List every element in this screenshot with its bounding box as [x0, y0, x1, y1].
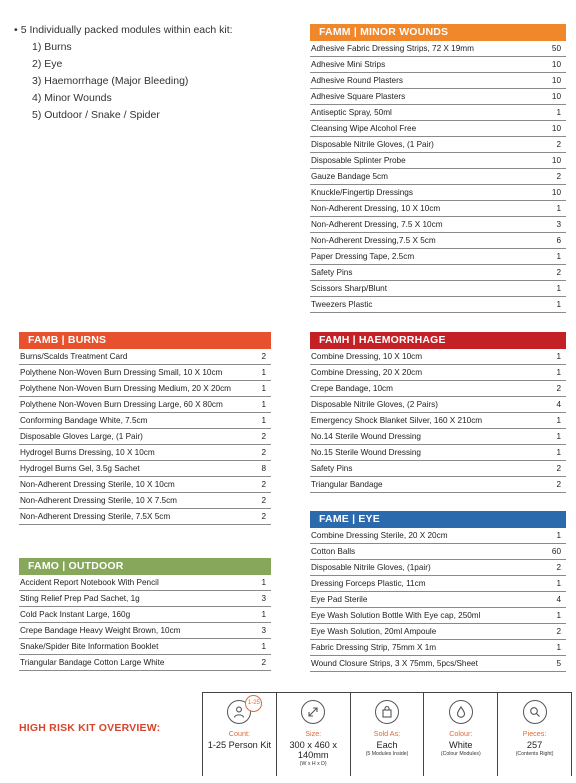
- item-name: Combine Dressing Sterile, 20 X 20cm: [311, 531, 448, 540]
- item-name: Triangular Bandage Cotton Large White: [20, 658, 165, 667]
- table-row: [310, 105, 566, 121]
- table-row: [19, 461, 271, 477]
- table-row: [310, 297, 566, 313]
- table-row: [310, 169, 566, 185]
- table-row: [310, 41, 566, 57]
- table-row: [19, 413, 271, 429]
- item-quantity: 10: [551, 60, 561, 69]
- table-row: [310, 413, 566, 429]
- item-quantity: 1: [261, 368, 266, 377]
- item-quantity: 8: [261, 464, 266, 473]
- drop-icon: [449, 700, 473, 724]
- table-row: [19, 493, 271, 509]
- overview-note: (W x H x D): [299, 761, 327, 767]
- item-name: Adhesive Square Plasters: [311, 92, 406, 101]
- item-quantity: 1: [261, 416, 266, 425]
- item-quantity: 10: [551, 124, 561, 133]
- item-name: Burns/Scalds Treatment Card: [20, 352, 128, 361]
- overview-colour: [423, 692, 497, 776]
- panel-header: FAMH | HAEMORRHAGE: [310, 332, 566, 349]
- item-name: Crepe Bandage Heavy Weight Brown, 10cm: [20, 626, 181, 635]
- haemorrhage-panel: [310, 332, 566, 493]
- item-name: Knuckle/Fingertip Dressings: [311, 188, 413, 197]
- overview-value: White: [449, 740, 473, 750]
- overview-label: Count:: [228, 729, 250, 738]
- overview-note: (5 Modules Inside): [365, 751, 409, 757]
- item-name: Paper Dressing Tape, 2.5cm: [311, 252, 415, 261]
- item-quantity: 2: [556, 627, 561, 636]
- panel-header: FAMO | OUTDOOR: [19, 558, 271, 575]
- table-row: [310, 528, 566, 544]
- item-quantity: 1: [261, 610, 266, 619]
- overview-value: 257: [526, 740, 543, 750]
- intro-section: [14, 22, 233, 124]
- table-row: [310, 349, 566, 365]
- table-row: [310, 608, 566, 624]
- item-name: No.14 Sterile Wound Dressing: [311, 432, 421, 441]
- item-name: Hydrogel Burns Gel, 3.5g Sachet: [20, 464, 140, 473]
- table-row: [19, 477, 271, 493]
- item-name: Safety Pins: [311, 268, 353, 277]
- item-name: Disposable Nitrile Gloves, (1pair): [311, 563, 431, 572]
- kit-overview: [202, 692, 572, 776]
- item-quantity: 10: [551, 92, 561, 101]
- item-quantity: 1: [261, 400, 266, 409]
- item-quantity: 2: [556, 464, 561, 473]
- item-name: Polythene Non-Woven Burn Dressing Large, 60 X 80cm: [20, 400, 223, 409]
- bag-icon: [375, 700, 399, 724]
- item-quantity: 2: [261, 512, 266, 521]
- item-quantity: 1: [556, 531, 561, 540]
- item-name: Non-Adherent Dressing Sterile, 7.5X 5cm: [20, 512, 171, 521]
- item-quantity: 1: [261, 642, 266, 651]
- table-row: [310, 477, 566, 493]
- item-quantity: 60: [551, 547, 561, 556]
- overview-note: (Contents Right): [515, 751, 554, 757]
- item-quantity: 2: [261, 448, 266, 457]
- module-list-item: 4) Minor Wounds: [32, 92, 112, 104]
- item-name: Polythene Non-Woven Burn Dressing Small, 10 X 10cm: [20, 368, 223, 377]
- overview-pieces: [497, 692, 572, 776]
- overview-label: Colour:: [449, 729, 473, 738]
- panel-rows: [310, 41, 566, 313]
- item-quantity: 1: [556, 108, 561, 117]
- table-row: [310, 201, 566, 217]
- item-name: Adhesive Fabric Dressing Strips, 72 X 19mm: [311, 44, 474, 53]
- table-row: [19, 639, 271, 655]
- module-list-item: 5) Outdoor / Snake / Spider: [32, 109, 160, 121]
- item-name: Eye Wash Solution Bottle With Eye cap, 250ml: [311, 611, 481, 620]
- item-name: Disposable Gloves Large, (1 Pair): [20, 432, 143, 441]
- item-quantity: 2: [556, 268, 561, 277]
- item-name: Cold Pack Instant Large, 160g: [20, 610, 131, 619]
- item-quantity: 6: [556, 236, 561, 245]
- item-quantity: 10: [551, 188, 561, 197]
- table-row: [19, 655, 271, 671]
- item-name: Antiseptic Spray, 50ml: [311, 108, 392, 117]
- panel-header: FAMM | MINOR WOUNDS: [310, 24, 566, 41]
- table-row: [310, 265, 566, 281]
- eye-panel: [310, 511, 566, 672]
- item-quantity: 2: [556, 384, 561, 393]
- item-name: Cleansing Wipe Alcohol Free: [311, 124, 417, 133]
- table-row: [310, 281, 566, 297]
- overview-size: [276, 692, 350, 776]
- table-row: [310, 461, 566, 477]
- table-row: [310, 57, 566, 73]
- table-row: [19, 397, 271, 413]
- module-list-item: 1) Burns: [32, 41, 72, 53]
- item-name: Non-Adherent Dressing Sterile, 10 X 7.5cm: [20, 496, 178, 505]
- module-list: [14, 39, 233, 124]
- item-quantity: 4: [556, 595, 561, 604]
- table-row: [310, 544, 566, 560]
- item-quantity: 1: [556, 252, 561, 261]
- table-row: [310, 73, 566, 89]
- panel-header: FAMB | BURNS: [19, 332, 271, 349]
- item-name: Dressing Forceps Plastic, 11cm: [311, 579, 426, 588]
- item-name: Disposable Splinter Probe: [311, 156, 406, 165]
- item-name: Scissors Sharp/Blunt: [311, 284, 387, 293]
- item-name: Conforming Bandage White, 7.5cm: [20, 416, 148, 425]
- table-row: [19, 607, 271, 623]
- table-row: [19, 349, 271, 365]
- item-quantity: 3: [556, 220, 561, 229]
- item-quantity: 1: [556, 579, 561, 588]
- item-quantity: 1: [556, 611, 561, 620]
- item-quantity: 2: [261, 658, 266, 667]
- table-row: [310, 576, 566, 592]
- item-quantity: 1: [556, 284, 561, 293]
- item-name: Crepe Bandage, 10cm: [311, 384, 393, 393]
- resize-arrow-icon: [301, 700, 325, 724]
- item-name: Safety Pins: [311, 464, 353, 473]
- item-quantity: 1: [556, 432, 561, 441]
- table-row: [19, 575, 271, 591]
- item-name: Polythene Non-Woven Burn Dressing Medium, 20 X 20cm: [20, 384, 232, 393]
- magnifier-icon: [523, 700, 547, 724]
- item-name: Fabric Dressing Strip, 75mm X 1m: [311, 643, 437, 652]
- item-name: Accident Report Notebook With Pencil: [20, 578, 159, 587]
- table-row: [310, 365, 566, 381]
- table-row: [310, 592, 566, 608]
- item-name: No.15 Sterile Wound Dressing: [311, 448, 421, 457]
- item-name: Hydrogel Burns Dressing, 10 X 10cm: [20, 448, 155, 457]
- item-quantity: 1: [556, 416, 561, 425]
- table-row: [310, 249, 566, 265]
- item-name: Adhesive Mini Strips: [311, 60, 386, 69]
- item-name: Snake/Spider Bite Information Booklet: [20, 642, 159, 651]
- item-quantity: 3: [261, 594, 266, 603]
- table-row: [310, 429, 566, 445]
- item-quantity: 1: [556, 643, 561, 652]
- item-quantity: 2: [556, 172, 561, 181]
- item-quantity: 4: [556, 400, 561, 409]
- item-quantity: 10: [551, 156, 561, 165]
- intro-lead: • 5 Individually packed modules within each kit:: [14, 22, 233, 39]
- panel-rows: [310, 349, 566, 493]
- table-row: [310, 185, 566, 201]
- table-row: [310, 153, 566, 169]
- table-row: [310, 381, 566, 397]
- item-name: Cotton Balls: [311, 547, 356, 556]
- table-row: [310, 640, 566, 656]
- item-quantity: 2: [556, 563, 561, 572]
- item-name: Gauze Bandage 5cm: [311, 172, 388, 181]
- table-row: [310, 624, 566, 640]
- item-name: Eye Wash Solution, 20ml Ampoule: [311, 627, 437, 636]
- item-name: Eye Pad Sterile: [311, 595, 368, 604]
- panel-rows: [19, 575, 271, 671]
- person-icon: [227, 700, 260, 724]
- table-row: [310, 560, 566, 576]
- item-quantity: 2: [261, 432, 266, 441]
- table-row: [310, 121, 566, 137]
- table-row: [19, 365, 271, 381]
- item-quantity: 10: [551, 76, 561, 85]
- module-list-item: 2) Eye: [32, 58, 63, 70]
- item-quantity: 2: [556, 140, 561, 149]
- overview-value: 1-25 Person Kit: [207, 740, 272, 750]
- item-quantity: 5: [556, 659, 561, 668]
- overview-label: Pieces:: [522, 729, 547, 738]
- overview-label: Sold As:: [373, 729, 401, 738]
- item-name: Sting Relief Prep Pad Sachet, 1g: [20, 594, 140, 603]
- table-row: [310, 233, 566, 249]
- overview-count: [202, 692, 276, 776]
- panel-header: FAME | EYE: [310, 511, 566, 528]
- table-row: [19, 623, 271, 639]
- overview-value: Each: [376, 740, 398, 750]
- minor-wounds-panel: [310, 24, 566, 313]
- overview-title: HIGH RISK KIT OVERVIEW:: [19, 722, 161, 734]
- item-quantity: 1: [556, 352, 561, 361]
- table-row: [19, 591, 271, 607]
- overview-label: Size:: [305, 729, 322, 738]
- item-name: Adhesive Round Plasters: [311, 76, 403, 85]
- item-name: Non-Adherent Dressing, 7.5 X 10cm: [311, 220, 443, 229]
- table-row: [310, 217, 566, 233]
- overview-value: 300 x 460 x 140mm: [289, 740, 337, 760]
- table-row: [19, 429, 271, 445]
- table-row: [310, 89, 566, 105]
- item-name: Disposable Nitrile Gloves, (2 Pairs): [311, 400, 438, 409]
- panel-rows: [19, 349, 271, 525]
- item-name: Disposable Nitrile Gloves, (1 Pair): [311, 140, 434, 149]
- item-quantity: 1: [556, 368, 561, 377]
- table-row: [310, 137, 566, 153]
- panel-rows: [310, 528, 566, 672]
- item-name: Emergency Shock Blanket Silver, 160 X 210cm: [311, 416, 483, 425]
- table-row: [19, 381, 271, 397]
- overview-sold-as: [350, 692, 424, 776]
- item-quantity: 3: [261, 626, 266, 635]
- count-badge: 1-25: [245, 695, 262, 712]
- item-quantity: 1: [556, 448, 561, 457]
- overview-note: (Colour Modules): [440, 751, 481, 757]
- item-name: Non-Adherent Dressing, 10 X 10cm: [311, 204, 441, 213]
- item-quantity: 1: [556, 300, 561, 309]
- item-name: Combine Dressing, 10 X 10cm: [311, 352, 423, 361]
- item-name: Non-Adherent Dressing,7.5 X 5cm: [311, 236, 436, 245]
- item-name: Wound Closure Strips, 3 X 75mm, 5pcs/Sheet: [311, 659, 478, 668]
- table-row: [310, 397, 566, 413]
- item-name: Non-Adherent Dressing Sterile, 10 X 10cm: [20, 480, 175, 489]
- table-row: [19, 445, 271, 461]
- item-quantity: 2: [556, 480, 561, 489]
- item-quantity: 2: [261, 496, 266, 505]
- item-quantity: 2: [261, 480, 266, 489]
- item-name: Combine Dressing, 20 X 20cm: [311, 368, 423, 377]
- table-row: [19, 509, 271, 525]
- item-quantity: 1: [261, 384, 266, 393]
- item-name: Triangular Bandage: [311, 480, 383, 489]
- table-row: [310, 656, 566, 672]
- item-name: Tweezers Plastic: [311, 300, 373, 309]
- item-quantity: 50: [551, 44, 561, 53]
- outdoor-panel: [19, 558, 271, 671]
- table-row: [310, 445, 566, 461]
- item-quantity: 1: [261, 578, 266, 587]
- burns-panel: [19, 332, 271, 525]
- item-quantity: 1: [556, 204, 561, 213]
- item-quantity: 2: [261, 352, 266, 361]
- module-list-item: 3) Haemorrhage (Major Bleeding): [32, 75, 189, 87]
